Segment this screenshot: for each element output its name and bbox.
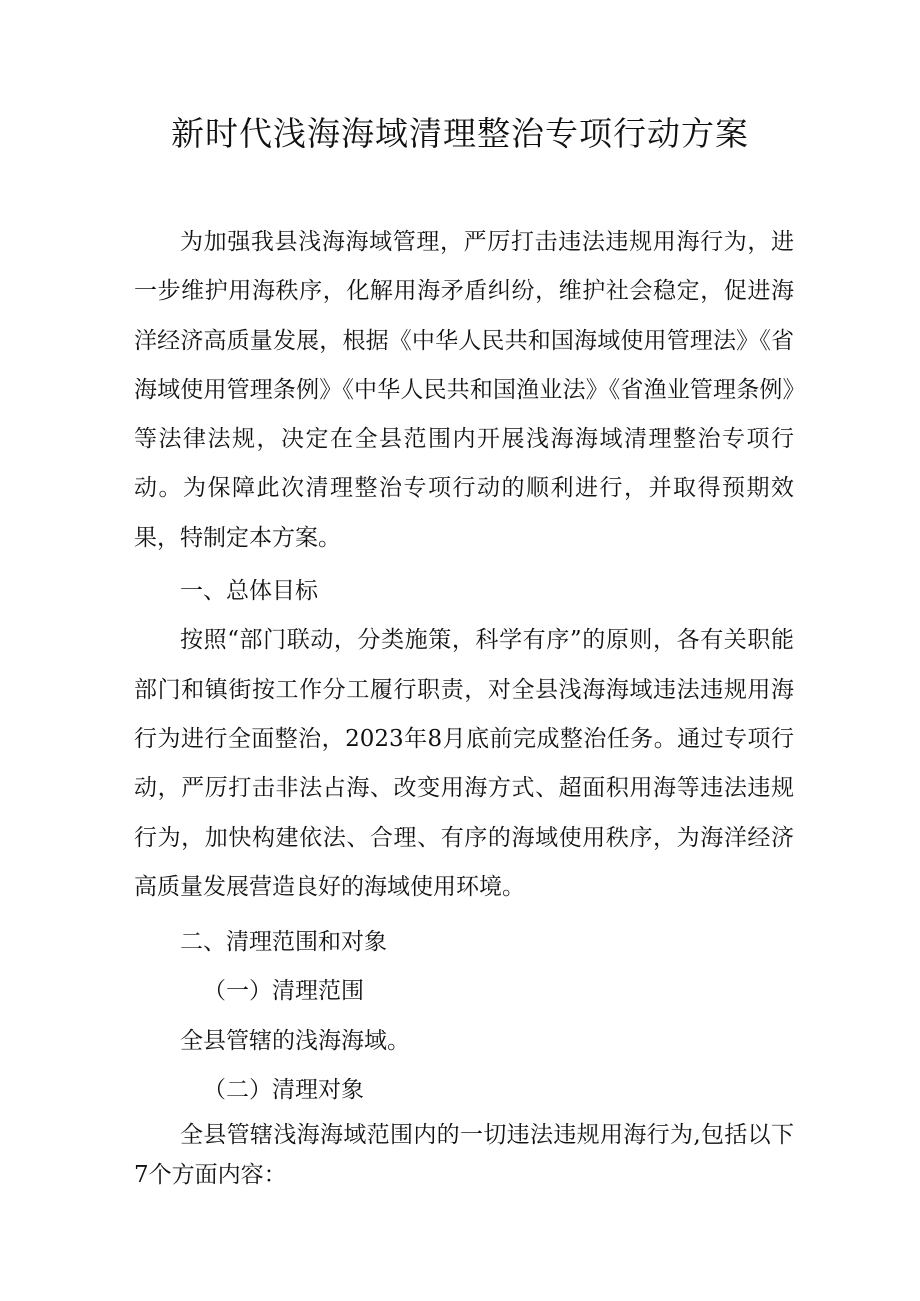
section-2-heading: 二、清理范围和对象 <box>180 929 387 956</box>
document-body <box>134 218 794 1195</box>
subsection-1-heading: （一）清理范围 <box>203 978 364 1005</box>
section-1-heading: 一、总体目标 <box>180 578 318 605</box>
document-title: 新时代浅海海域清理整治专项行动方案 <box>171 114 749 153</box>
subsection-2-paragraph: 全县管辖浅海海域范围内的一切违法违规用海行为,包括以下7个方面内容： <box>134 1122 794 1189</box>
subsection-2-heading: （二）清理对象 <box>203 1077 364 1104</box>
subsection-1-paragraph: 全县管辖的浅海海域。 <box>180 1027 410 1054</box>
section-1-paragraph: 按照“部门联动，分类施策，科学有序”的原则，各有关职能部门和镇街按工作分工履行职责，对全县浅海海域违法违规用海行为进行全面整治，2023年8月底前完成整治任务。通过专项行动，严厉打击非法占海、改变用海方式、超面积用海等违法违规行为，加快构建依法、合理、有序的海域使用秩序，为海洋经济高质量发展营造良好的海域使用环境。 <box>134 627 794 900</box>
intro-paragraph: 为加强我县浅海海域管理，严厉打击违法违规用海行为，进一步维护用海秩序，化解用海矛盾纠纷，维护社会稳定，促进海洋经济高质量发展，根据《中华人民共和国海域使用管理法》《省海域使用管理条例》《中华人民共和国渔业法》《省渔业管理条例》等法律法规，决定在全县范围内开展浅海海域清理整治专项行动。为保障此次清理整治专项行动的顺利进行，并取得预期效果，特制定本方案。 <box>134 229 794 551</box>
